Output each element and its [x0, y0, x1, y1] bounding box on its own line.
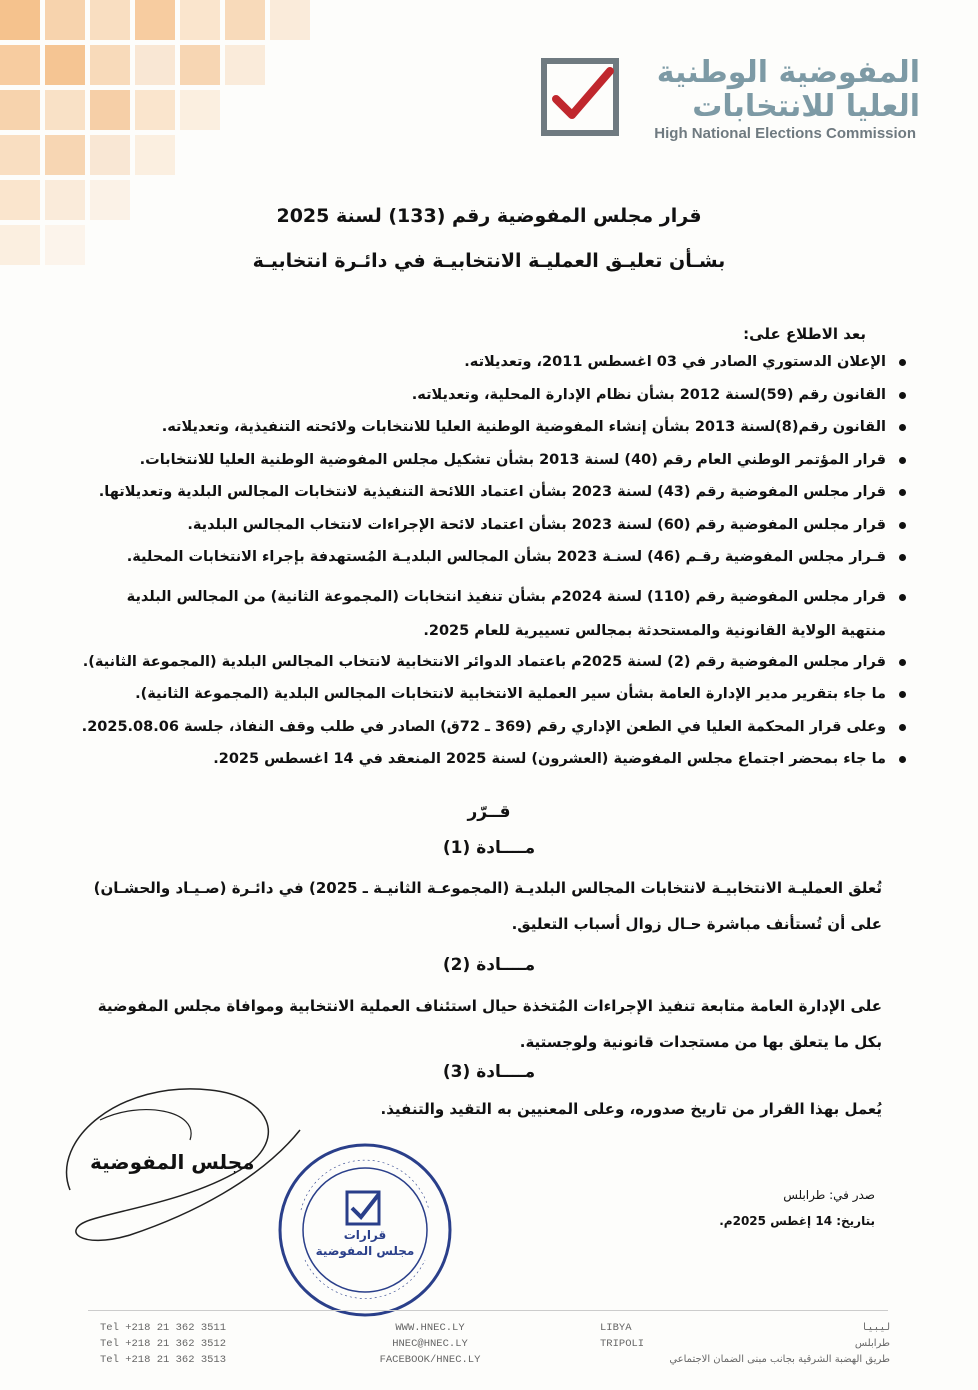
ballot-check-icon: [540, 57, 620, 137]
signatory: مجلس المفوضية: [90, 1150, 255, 1174]
issue-place: صدر في: طرابلس: [783, 1188, 875, 1202]
reference-item: القانون رقم(8)لسنة 2013 بشأن إنشاء المفوضية الوطنية العليا للانتخابات ولائحته التنفيذية، وتعديلاته.: [78, 417, 908, 437]
phone-number: Tel +218 21 362 3511: [100, 1322, 227, 1334]
issue-date: بتاريخ: 14 إغطس 2025م.: [719, 1214, 875, 1228]
reference-item: الإعلان الدستوري الصادر في 03 اغسطس 2011، وتعديلاته.: [78, 352, 908, 372]
website-link[interactable]: WWW.HNEC.LY: [395, 1322, 465, 1334]
preamble-intro: بعد الاطلاع على:: [743, 325, 866, 343]
decision-title: قرار مجلس المفوضية رقم (133) لسنة 2025: [276, 205, 702, 227]
reference-item: وعلى قرار المحكمة العليا في الطعن الإداري رقم (369 ـ 72ق) الصادر في طلب وقف النفاذ، جلسة 2025.08.06.: [78, 717, 908, 737]
logo-name-ar-line2: العليا للانتخابات: [692, 89, 920, 124]
references-list: [78, 352, 908, 782]
footer-phones: [100, 1320, 226, 1368]
reference-item: القانون رقم (59)لسنة 2012 بشأن نظام الإدارة المحلية، وتعديلاته.: [78, 385, 908, 405]
logo-name-ar-line1: المفوضية الوطنية: [656, 55, 920, 90]
reference-item: قرار المؤتمر الوطني العام رقم (40) لسنة 2013 بشأن تشكيل مجلس المفوضية الوطنية العليا للانتخابات.: [78, 450, 908, 470]
phone-number: Tel +218 21 362 3513: [100, 1354, 227, 1366]
commission-logo: [540, 55, 920, 145]
stamp-line1: قرارات: [343, 1228, 387, 1242]
logo-name-en: High National Elections Commission: [654, 125, 916, 142]
decision-subject: بشـأن تعليـق العمليـة الانتخابيـة في دائـرة انتخابيـة: [252, 250, 726, 272]
country-ar: لـيـبـيـا: [863, 1322, 890, 1333]
reference-item: قرار مجلس المفوضية رقم (60) لسنة 2023 بشأن اعتماد لائحة الإجراءات لانتخاب المجالس البلدية.: [78, 515, 908, 535]
email-link[interactable]: HNEC@HNEC.LY: [392, 1338, 468, 1350]
reference-item: قـرار مجلس المفوضية رقـم (46) لسنـة 2023 بشأن المجالس البلديـة المُستهدفة بإجراء الانتخابات المحلية.: [78, 547, 908, 567]
footer-web: [360, 1320, 500, 1368]
article-text: تُعلق العمليـة الانتخابيـة لانتخابات المجالس البلديـة (المجموعـة الثانيـة ـ 2025) في دائـرة (صـيـاد والحشـان) على أن تُستأنف مباشرة حـال زوال أسباب التعليق.: [93, 879, 882, 933]
reference-item: ما جاء بتقرير مدير الإدارة العامة بشأن سير العملية الانتخابية لانتخابات المجالس البلدية (المجموعة الثانية).: [78, 684, 908, 704]
decision-heading: قــرّر: [467, 802, 511, 822]
facebook-link[interactable]: FACEBOOK/HNEC.LY: [379, 1354, 481, 1366]
country-en: LIBYA: [600, 1322, 632, 1334]
reference-item: قرار مجلس المفوضية رقم (43) لسنة 2023 بشأن اعتماد اللائحة التنفيذية لانتخابات المجالس البلدية وتعديلاتها.: [78, 482, 908, 502]
address-ar: طريق الهضبة الشرقية بجانب مبنى الضمان الاجتماعي: [669, 1354, 890, 1365]
article-heading: مــــادة (2): [442, 955, 536, 975]
article-text: يُعمل بهذا القرار من تاريخ صدوره، وعلى المعنيين به التقيد والتنفيذ.: [380, 1100, 882, 1118]
reference-item: ما جاء بمحضر اجتماع مجلس المفوضية (العشرون) لسنة 2025 المنعقد في 14 اغسطس 2025.: [78, 749, 908, 769]
stamp-line2: مجلس المفوضية: [315, 1244, 415, 1258]
reference-item: قرار مجلس المفوضية رقم (2) لسنة 2025م باعتماد الدوائر الانتخابية لانتخاب المجالس البلدية (المجموعة الثانية).: [78, 652, 908, 672]
city-ar: طرابلس: [854, 1338, 890, 1349]
phone-number: Tel +218 21 362 3512: [100, 1338, 227, 1350]
reference-item: قرار مجلس المفوضية رقم (110) لسنة 2024م بشأن تنفيذ انتخابات (المجموعة الثانية) من المجالس البلدية منتهية الولاية القانونية والمستحدثة بمجالس تسييرية للعام 2025.: [78, 580, 908, 648]
article-text: على الإدارة العامة متابعة تنفيذ الإجراءات المُتخذة حيال استئناف العملية الانتخابية وموافاة مجلس المفوضية بكل ما يتعلق بها من مستجدات قانونية ولوجستية.: [97, 997, 882, 1051]
footer-divider: [88, 1310, 888, 1311]
footer-address: [600, 1320, 890, 1368]
city-en: TRIPOLI: [600, 1338, 645, 1350]
article-heading: مــــادة (1): [442, 838, 536, 858]
official-stamp: [275, 1140, 455, 1320]
article-heading: مــــادة (3): [442, 1062, 536, 1082]
